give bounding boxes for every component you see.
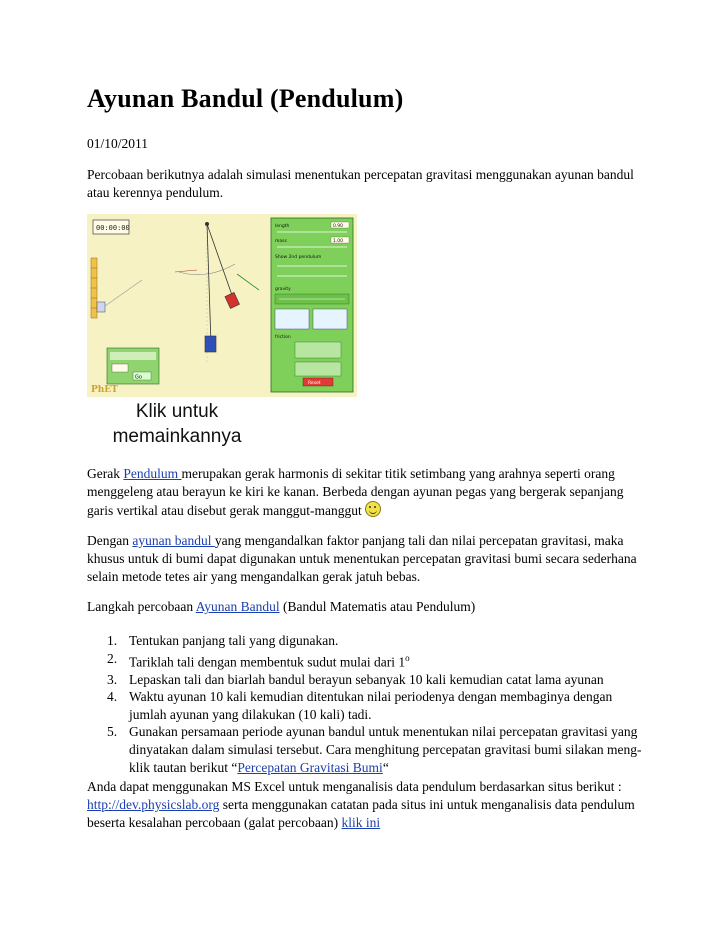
ayunan-bandul-link-2[interactable]: Ayunan Bandul (195, 599, 280, 614)
paragraph-langkah (87, 598, 647, 616)
list-text: Tentukan panjang tali yang digunakan. (129, 633, 339, 648)
list-text: Waktu ayunan 10 kali kemudian ditentukan nilai periodenya dengan membaginya dengan jumlah ayunan yang dilakukan (10 kali) tadi. (129, 689, 613, 722)
page-title: Ayunan Bandul (Pendulum) (87, 84, 404, 113)
text-span: (Bandul Matematis atau Pendulum) (279, 599, 476, 614)
list-text: Tariklah tali dengan membentuk sudut mulai dari 1 (129, 654, 406, 670)
physicslab-link[interactable]: http://dev.physicslab.org (87, 797, 220, 812)
phet-logo: PhET (91, 385, 118, 395)
show-second-label: Show 2nd pendulum (275, 255, 322, 260)
mass-label: mass (275, 239, 287, 244)
paragraph-pendulum (87, 465, 647, 520)
list-item (87, 650, 647, 671)
list-number: 1. (107, 633, 118, 648)
reset-button-label: Reset (308, 381, 321, 386)
paragraph-excel (87, 778, 647, 832)
text-span: serta menggunakan catatan pada situs ini untuk menganalisis data pendulum beserta kesalahan percobaan (galat percobaan) (87, 797, 635, 830)
post-date: 01/10/2011 (87, 136, 149, 151)
list-item (87, 688, 647, 723)
list-number: 2. (107, 650, 118, 666)
list-item (87, 632, 647, 650)
list-number: 4. (107, 689, 118, 705)
text-span: Gerak (87, 466, 124, 481)
timer-readout: 00:00:00 (96, 224, 130, 232)
degree-superscript: o (405, 652, 410, 663)
friction-label: friction (275, 335, 291, 340)
steps-list (87, 632, 647, 776)
list-text: Lepaskan tali dan biarlah bandul berayun sebanyak 10 kali kemudian catat lama ayunan (129, 671, 604, 687)
play-caption[interactable] (87, 399, 267, 449)
length-value: 0.90 (333, 224, 344, 229)
ayunan-bandul-link[interactable]: ayunan bandul (132, 533, 215, 548)
paragraph-ayunan-bandul (87, 532, 647, 586)
list-number: 5. (107, 724, 118, 740)
klik-ini-link[interactable]: klik ini (341, 815, 381, 830)
text-span: Langkah percobaan (87, 599, 196, 614)
text-span: Dengan (87, 533, 133, 548)
mass-value: 1.00 (333, 239, 344, 244)
text-span: Anda dapat menggunakan MS Excel untuk menganalisis data pendulum berdasarkan situs berikut : (87, 779, 622, 794)
list-text: Gunakan persamaan periode ayunan bandul untuk menentukan nilai percepatan gravitasi yang dinyatakan dalam simulasi tersebut. Cara menghitung percepatan gravitasi bumi silakan meng-klik tautan berikut “ (129, 724, 642, 775)
go-button-label: Go (135, 374, 142, 381)
text-span: yang mengandalkan faktor panjang tali dan nilai percepatan gravitasi, maka khusus untuk di bumi dapat digunakan untuk menentukan percepatan gravitasi bumi secara sederhana selain metode tetes air yang mengandalkan gerak jatuh bebas. (87, 533, 637, 584)
percepatan-gravitasi-link[interactable]: Percepatan Gravitasi Bumi (237, 759, 383, 775)
length-label: length (275, 224, 290, 229)
text-span: merupakan gerak harmonis di sekitar titik setimbang yang arahnya seperti orang menggeleng atau berayun ke kiri ke kanan. Berbeda dengan ayunan pegas yang bergerak sepanjang garis vertikal atau disebut gerak manggut-manggut (87, 466, 624, 518)
list-number: 3. (107, 671, 118, 687)
pendulum-link[interactable]: Pendulum (123, 466, 182, 481)
text-span: “ (382, 759, 389, 775)
pendulum-simulation-image[interactable] (87, 214, 357, 397)
play-caption-line2: memainkannya (112, 426, 242, 447)
pendulum-illustration (87, 214, 357, 397)
list-item (87, 671, 647, 689)
list-item (87, 723, 647, 776)
smiley-icon (365, 501, 381, 517)
gravity-label: gravity (275, 287, 291, 292)
play-caption-line1: Klik untuk (135, 401, 219, 422)
intro-paragraph: Percobaan berikutnya adalah simulasi menentukan percepatan gravitasi menggunakan ayunan bandul atau kerennya pendulum. (87, 167, 634, 200)
